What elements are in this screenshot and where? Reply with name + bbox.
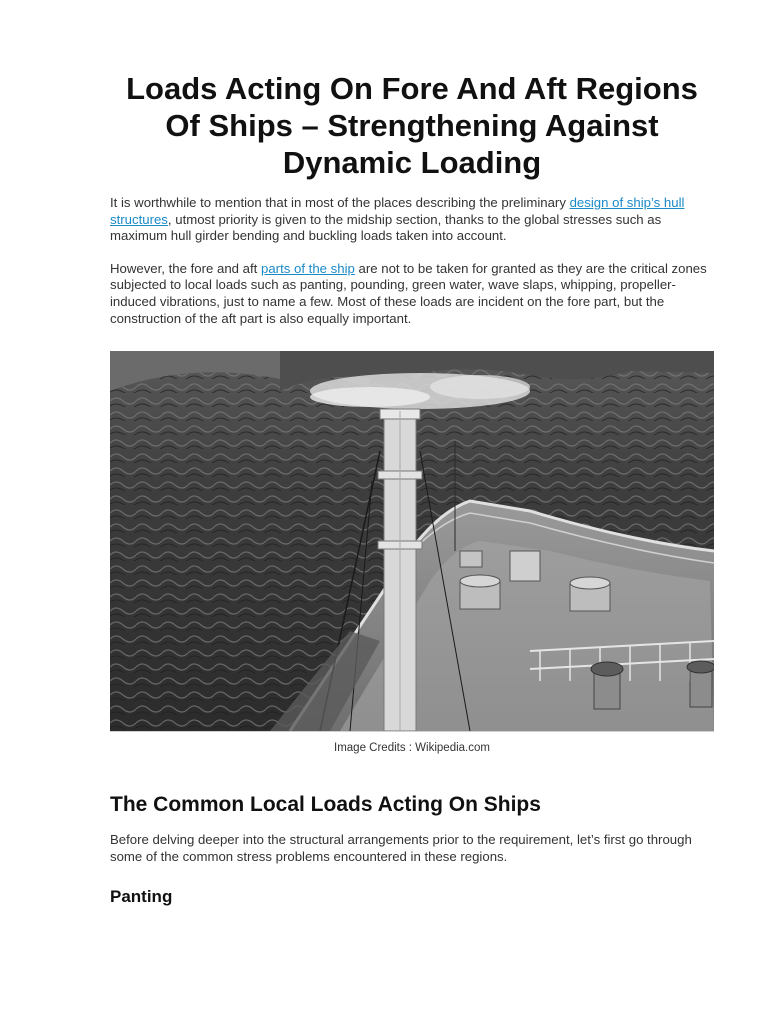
fore-aft-paragraph [110, 261, 714, 327]
article-title: Loads Acting On Fore And Aft Regions Of Ships – Strengthening Against Dynamic Loading [126, 71, 698, 180]
ship-in-rough-sea-photo [110, 351, 714, 732]
section-paragraph: Before delving deeper into the structural arrangements prior to the requirement, let’s first go through some of the common stress problems encountered in these regions. [110, 832, 692, 864]
image-caption: Image Credits : Wikipedia.com [334, 742, 490, 755]
intro-text-start: It is worthwhile to mention that in most of the places describing the preliminary [110, 195, 570, 210]
article [110, 70, 714, 907]
fore-aft-text-end: are not to be taken for granted as they are the critical zones subjected to local loads such as panting, pounding, green water, wave slaps, whipping, propeller-induced vibrations, just to name a few. Most of these loads are incident on the fore part, but the construction of the aft part is also equally important. [110, 260, 707, 326]
section-heading: The Common Local Loads Acting On Ships [110, 793, 541, 817]
intro-paragraph [110, 195, 714, 245]
hull-structure-design-link[interactable]: design of ship’s hull structures [110, 195, 685, 227]
parts-of-ship-link[interactable]: parts of the ship [261, 260, 355, 276]
intro-text-end: , utmost priority is given to the midship section, thanks to the global stresses such as maximum hull girder bending and buckling loads taken into account. [110, 211, 662, 244]
fore-aft-text-start: However, the fore and aft [110, 260, 262, 276]
subheading-panting: Panting [110, 887, 173, 907]
